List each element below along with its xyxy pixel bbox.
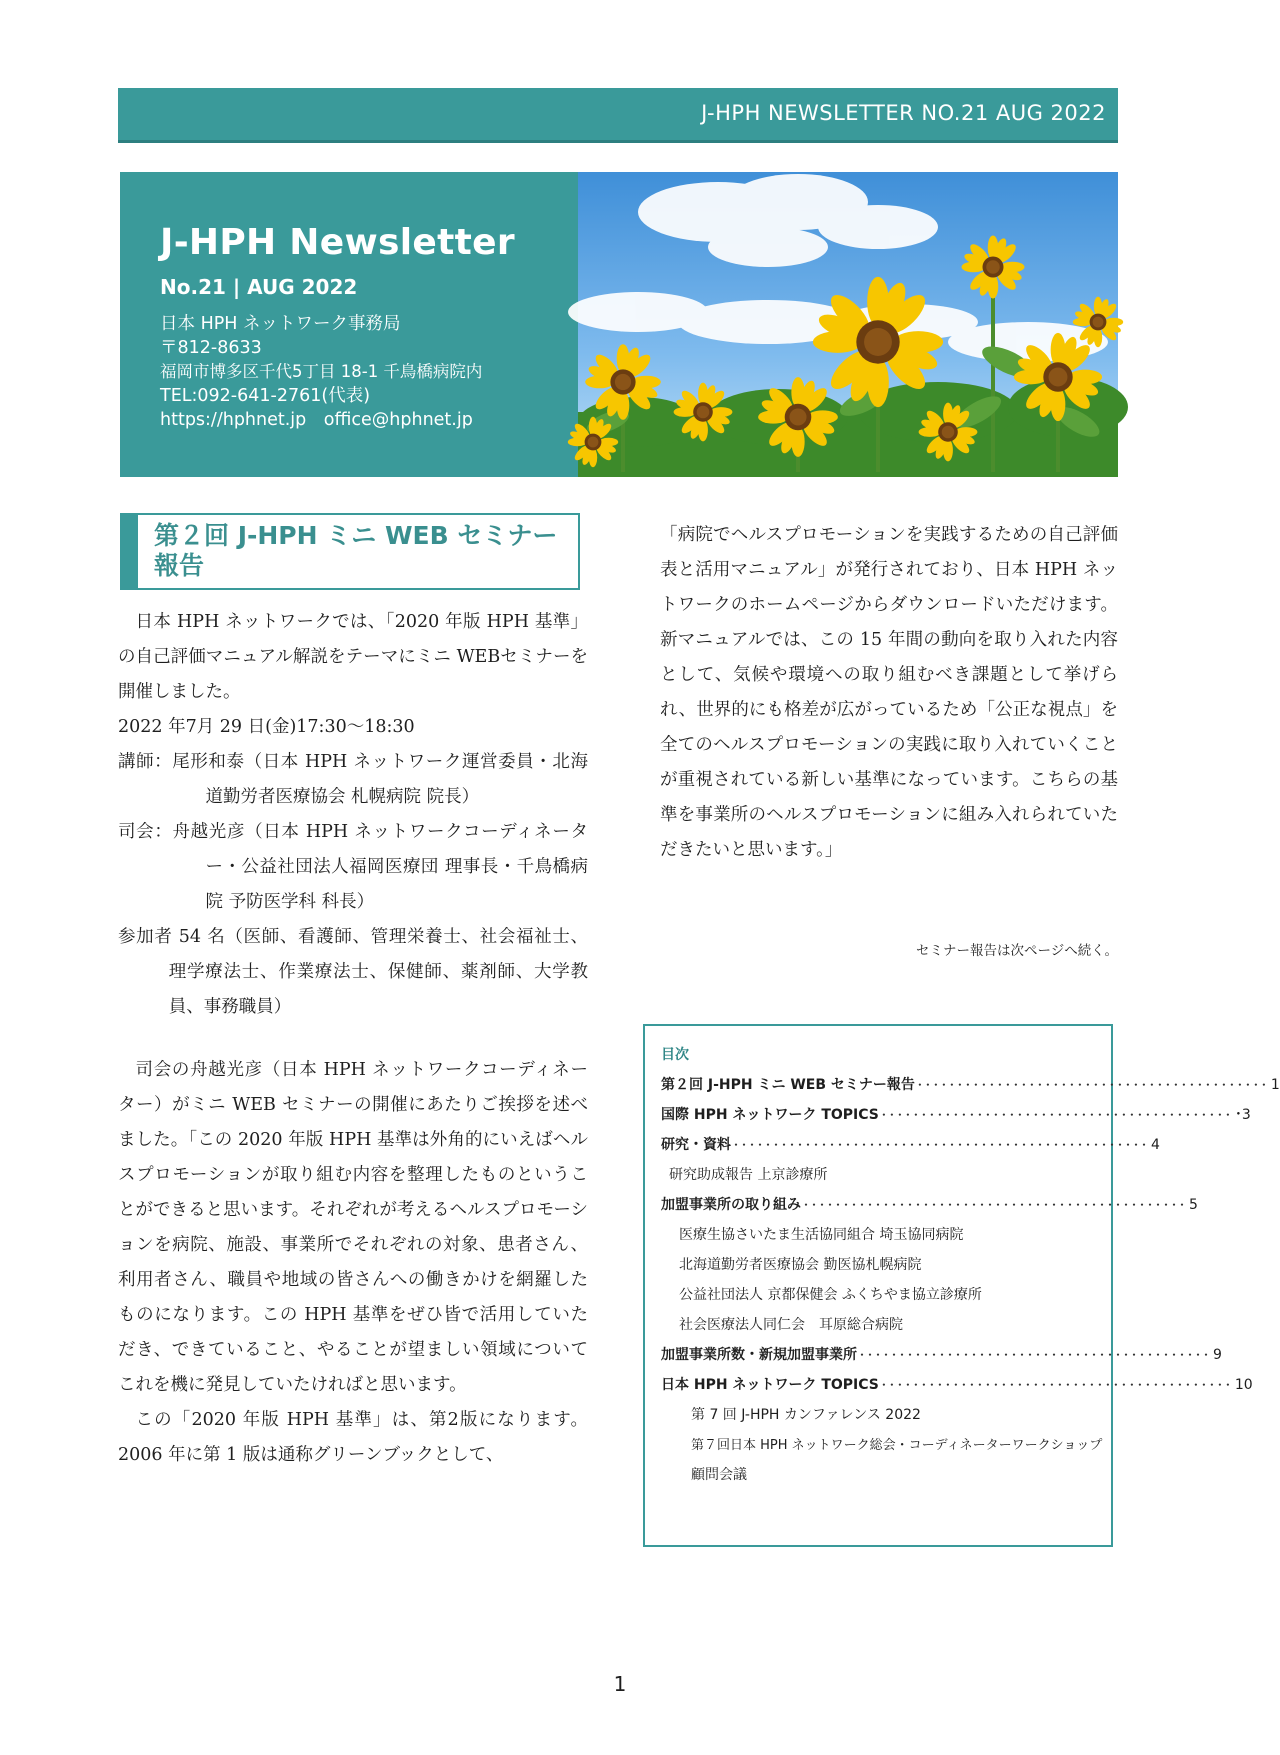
toc-leader: ････････････････････････････････････････････････････ [733,1138,1150,1152]
toc-entry-page: 4 [1151,1137,1160,1153]
left-column [118,605,588,1473]
masthead [120,172,578,477]
toc-entry-label: 研究・資料 [661,1137,731,1153]
toc-leader: ････････････････････････････････････････････ [916,1078,1269,1092]
toc-subentry[interactable]: 研究助成報告 上京診療所 [669,1167,828,1183]
page-number: 1 [613,1672,627,1696]
sunflower-photo [578,172,1118,477]
toc-subentry[interactable]: 医療生協さいたま生活協同組合 埼玉協同病院 [679,1227,964,1243]
address-line: 日本 HPH ネットワーク事務局 [160,314,401,334]
toc-entry-page: 5 [1189,1197,1198,1213]
lecturer-info: 講師：尾形和泰（日本 HPH ネットワーク運営委員・北海道勤労者医療協会 札幌病院 院長） [118,752,588,807]
address-line: 福岡市博多区千代5丁目 18-1 千鳥橋病院内 [160,362,483,381]
toc-subentry[interactable]: 第 7 回 J-HPH カンファレンス 2022 [691,1407,921,1423]
table-of-contents [643,1024,1280,1547]
toc-entry[interactable] [661,1134,1160,1164]
toc-entry[interactable] [661,1104,1251,1134]
body-paragraph: 司会の舟越光彦（日本 HPH ネットワークコーディネーター）がミニ WEB セミナーの開催にあたりご挨拶を述べました。「この 2020 年版 HPH 基準は外角的にいえばヘルスプロモーションが取り組む内容を整理したものということができると思います。それぞれが考えるヘルスプロモーションを病院、施設、事業所でそれぞれの対象、患者さん、利用者さん、職員や地域の皆さんへの働きかけを網羅したものになります。この HPH 基準をぜひ皆で活用していただき、できていること、やることが望ましい領域についてこれを機に発見していたければと思います。 [118,1060,588,1395]
toc-leader: ････････････････････････････････････････････ [880,1378,1233,1392]
moderator-info: 司会：舟越光彦（日本 HPH ネットワークコーディネーター・公益社団法人福岡医療団 理事長・千鳥橋病院 予防医学科 科長） [118,822,588,912]
banner-text: J-HPH NEWSLETTER NO.21 AUG 2022 [701,101,1106,125]
top-banner [118,88,1118,143]
toc-entry-page: 9 [1213,1347,1222,1363]
office-address [160,312,578,432]
toc-entry[interactable] [661,1074,1280,1104]
paragraph-gap [118,1025,588,1053]
address-line: https://hphnet.jp office@hphnet.jp [160,410,473,430]
toc-title: 目次 [661,1047,689,1063]
body-paragraph: 「病院でヘルスプロモーションを実践するための自己評価表と活用マニュアル」が発行されており、日本 HPH ネットワークのホームページからダウンロードいただけます。新マニュアルでは、この 15 年間の動向を取り入れた内容として、気候や環境への取り組むべき課題として挙げられ、世界的にも格差が広がっているため「公正な視点」を全てのヘルスプロモーションの実践に取り入れていくことが重視されている新しい基準になっています。こちらの基準を事業所のヘルスプロモーションに組み入れられていただきたいと思います。」 [660,525,1118,860]
body-paragraph: この「2020 年版 HPH 基準」は、第2版になります。2006 年に第 1 版は通称グリーンブックとして、 [118,1410,588,1465]
section-heading-box [120,513,580,590]
toc-subentry[interactable]: 公益社団法人 京都保健会 ふくちやま協立診療所 [679,1287,982,1303]
address-line: TEL:092-641-2761(代表) [160,386,371,406]
toc-leader: ････････････････････････････････････････････ [859,1348,1212,1362]
newsletter-title: J-HPH Newsletter [160,222,515,263]
toc-subentry[interactable]: 北海道勤労者医療協会 勤医協札幌病院 [679,1257,922,1273]
toc-entry-page: 10 [1234,1377,1253,1393]
toc-entry-label: 日本 HPH ネットワーク TOPICS [661,1377,879,1393]
section-heading-line2: 報告 [154,551,205,580]
toc-entry-label: 加盟事業所の取り組み [661,1197,801,1213]
toc-leader: ････････････････････････････････････････････ [880,1108,1233,1122]
intro-paragraph: 日本 HPH ネットワークでは、「2020 年版 HPH 基準」の自己評価マニュアル解説をテーマにミニ WEBセミナーを開催しました。 [118,612,588,702]
toc-subentry[interactable]: 顧問会議 [691,1467,747,1483]
seminar-date: 2022 年7月 29 日(金)17:30～18:30 [118,717,415,737]
sunflower-illustration [578,172,1118,477]
toc-subentry[interactable]: 社会医療法人同仁会 耳原総合病院 [679,1317,903,1333]
participants-info: 参加者 54 名（医師、看護師、管理栄養士、社会福祉士、理学療法士、作業療法士、保健師、薬剤師、大学教員、事務職員） [118,927,588,1017]
toc-entry[interactable] [661,1374,1253,1404]
toc-leader: ････････････････････････････････････････････････ [803,1198,1188,1212]
section-heading [154,521,578,581]
issue-label: No.21 | AUG 2022 [160,275,358,299]
toc-entry-page: 1 [1270,1077,1280,1093]
toc-entry-label: 加盟事業所数・新規加盟事業所 [661,1347,857,1363]
toc-subentry[interactable]: 第７回日本 HPH ネットワーク総会・コーディネーターワークショップ [691,1438,1103,1453]
continued-note: セミナー報告は次ページへ続く。 [916,943,1118,959]
address-line: 〒812-8633 [160,338,262,358]
toc-entry[interactable] [661,1344,1222,1374]
toc-entry-page: ･3 [1234,1107,1251,1123]
toc-entry[interactable] [661,1194,1198,1224]
toc-entry-label: 第２回 J-HPH ミニ WEB セミナー報告 [661,1077,915,1093]
toc-entry-label: 国際 HPH ネットワーク TOPICS [661,1107,879,1123]
section-heading-line1: 第２回 J-HPH ミニ WEB セミナー [154,521,558,550]
right-column [660,518,1118,868]
